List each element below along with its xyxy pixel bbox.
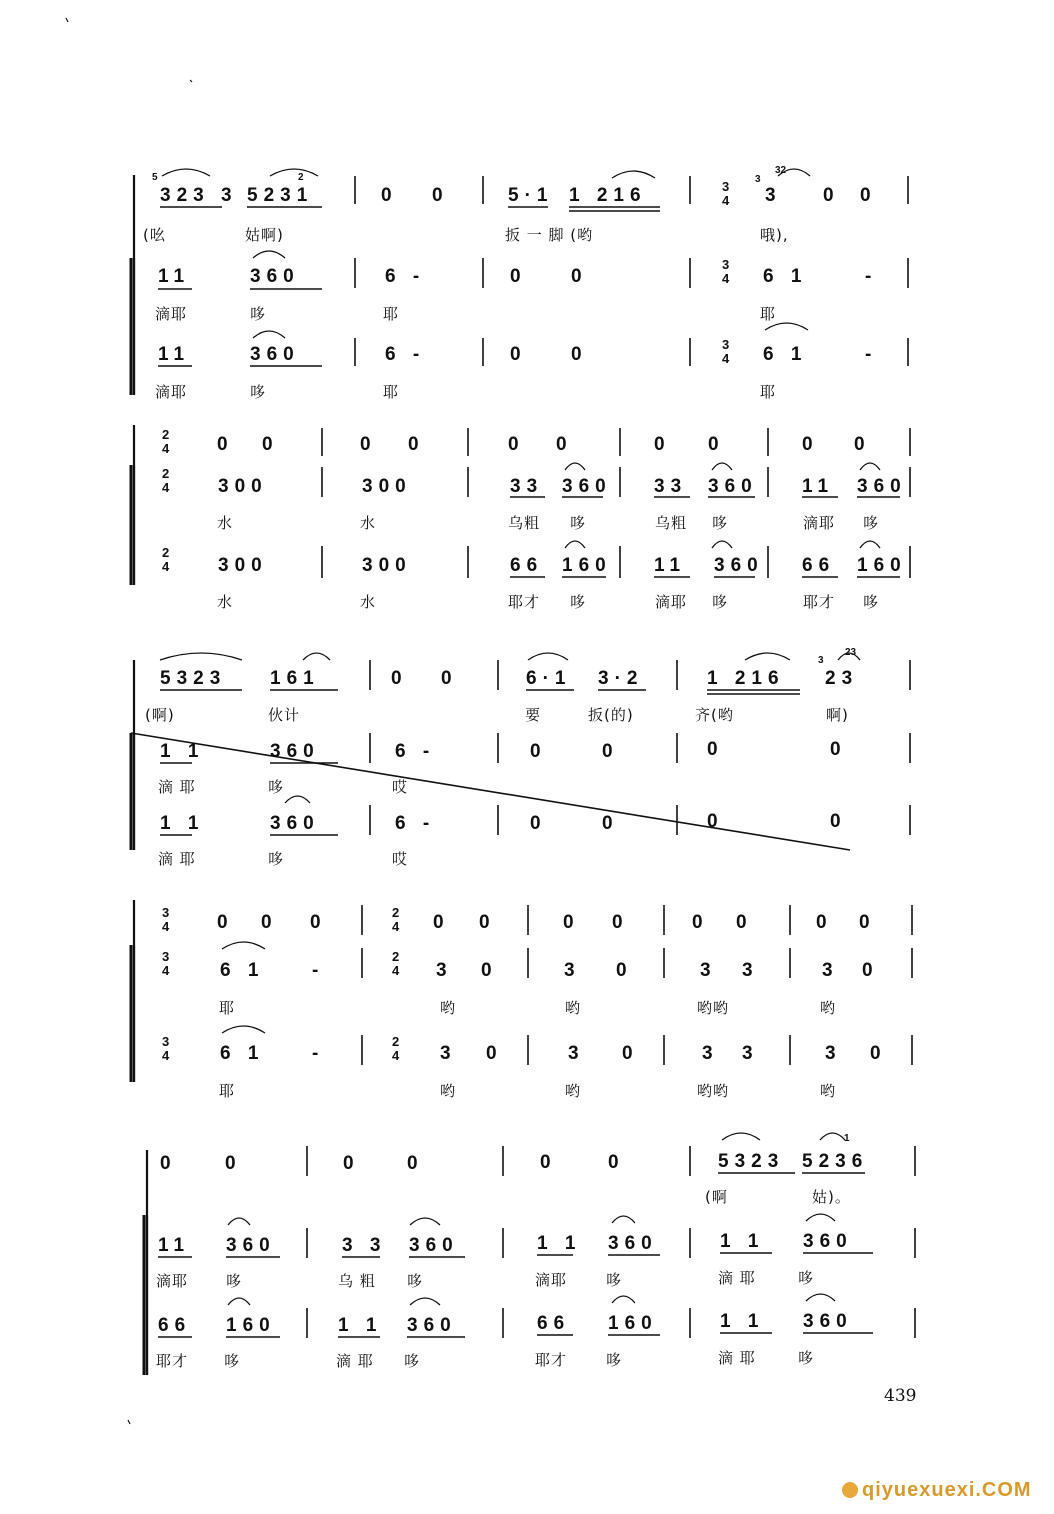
lyric-text: 哆 xyxy=(224,1352,241,1370)
jianpu-notes: 1 1 xyxy=(537,1233,582,1254)
slur-mark xyxy=(806,1214,835,1221)
lyric-text: 滴 耶 xyxy=(718,1349,756,1367)
jianpu-notes: 11 xyxy=(802,476,835,497)
jianpu-notes: 11 xyxy=(158,1235,191,1256)
jianpu-notes: 0 xyxy=(692,912,709,933)
jianpu-notes: 0 xyxy=(540,1152,557,1173)
jianpu-notes: 6 1 xyxy=(763,344,808,365)
lyric-text: 哆 xyxy=(407,1272,424,1290)
slur-mark xyxy=(410,1298,440,1305)
jianpu-notes: 0 xyxy=(441,668,458,689)
lyric-text: 水 xyxy=(360,593,377,611)
lyric-text: 乌 粗 xyxy=(338,1272,376,1290)
slur-mark xyxy=(612,171,655,178)
lyric-text: 哆 xyxy=(570,514,587,532)
jianpu-notes: 0 xyxy=(859,912,876,933)
lyric-text: 哟 xyxy=(820,1082,837,1100)
lyric-text: 哆 xyxy=(863,593,880,611)
lyric-text: 哆 xyxy=(250,383,267,401)
slur-mark xyxy=(253,331,285,338)
jianpu-notes: 0 xyxy=(343,1153,360,1174)
barline xyxy=(190,80,192,82)
lyric-text: 滴 耶 xyxy=(158,850,196,868)
jianpu-notes: 360 xyxy=(803,1231,853,1252)
jianpu-notes: 360 xyxy=(708,476,758,497)
jianpu-notes: 0 xyxy=(479,912,496,933)
jianpu-notes: 0 xyxy=(508,434,525,455)
jianpu-notes: 0 xyxy=(616,960,633,981)
slur-mark xyxy=(303,653,330,660)
jianpu-notes: 6·1 xyxy=(526,668,572,689)
jianpu-notes: 6 1 xyxy=(220,1043,265,1064)
lyric-text: 哟 xyxy=(440,1082,457,1100)
lyric-text: 哆 xyxy=(606,1271,623,1289)
jianpu-notes: 1 1 xyxy=(720,1231,765,1252)
jianpu-notes: - xyxy=(312,1043,325,1064)
lyric-text: 哎 xyxy=(392,850,409,868)
time-signature: 2 4 xyxy=(162,427,170,456)
slur-mark xyxy=(565,463,585,470)
jianpu-notes: 3 xyxy=(568,1043,585,1064)
jianpu-notes: 66 xyxy=(802,555,836,576)
lyric-text: 滴 耶 xyxy=(158,778,196,796)
jianpu-notes: 3·2 xyxy=(598,668,644,689)
jianpu-notes: 0 xyxy=(571,266,588,287)
slur-mark xyxy=(712,541,732,548)
slur-mark xyxy=(860,463,880,470)
barline xyxy=(128,1420,130,1424)
jianpu-notes: 0 xyxy=(707,739,724,760)
lyric-text: 耶 xyxy=(219,999,236,1017)
jianpu-notes: 0 xyxy=(823,185,840,206)
grace-note: 23 xyxy=(845,647,857,658)
jianpu-notes: 360 xyxy=(270,741,320,762)
slur-mark xyxy=(253,251,285,258)
lyric-text: 哟 xyxy=(440,999,457,1017)
lyric-text: 哟 xyxy=(820,999,837,1017)
jianpu-notes: 160 xyxy=(562,555,612,576)
lyric-text: 哟哟 xyxy=(697,999,730,1017)
lyric-text: 耶 xyxy=(760,305,777,323)
lyric-text: 滴耶 xyxy=(155,305,188,323)
jianpu-notes: 0 xyxy=(391,668,408,689)
lyric-text: 哆 xyxy=(798,1349,815,1367)
jianpu-notes: 23 xyxy=(825,668,859,689)
jianpu-notes: 0 xyxy=(381,185,398,206)
slur-mark xyxy=(612,1216,635,1223)
grace-note: 3 xyxy=(755,174,761,185)
jianpu-notes: 360 xyxy=(714,555,764,576)
lyric-text: (吆 xyxy=(143,226,166,244)
jianpu-notes: 0 xyxy=(602,741,619,762)
jianpu-notes: 1 1 xyxy=(720,1311,765,1332)
lyric-text: 扳(的) xyxy=(588,706,634,724)
lyric-text: 哟 xyxy=(565,1082,582,1100)
jianpu-notes: 360 xyxy=(409,1235,459,1256)
slur-mark xyxy=(860,541,880,548)
jianpu-notes: 0 xyxy=(708,434,725,455)
time-signature: 2 4 xyxy=(162,545,170,574)
jianpu-notes: 0 xyxy=(530,741,547,762)
grace-note: 3 xyxy=(818,655,824,666)
lyric-text: 哆 xyxy=(226,1272,243,1290)
jianpu-notes: 0 xyxy=(530,813,547,834)
jianpu-notes: 0 xyxy=(612,912,629,933)
jianpu-notes: 0 xyxy=(571,344,588,365)
time-signature: 2 4 xyxy=(392,905,400,934)
lyric-text: 耶才 xyxy=(535,1351,568,1369)
jianpu-notes: 6 - xyxy=(385,266,426,287)
jianpu-notes: 300 xyxy=(218,555,268,576)
jianpu-notes: 3 xyxy=(700,960,717,981)
time-signature: 2 4 xyxy=(162,466,170,495)
jianpu-notes: 300 xyxy=(362,476,412,497)
jianpu-notes: 0 xyxy=(486,1043,503,1064)
lyric-text: 水 xyxy=(217,514,234,532)
lyric-text: 姑)。 xyxy=(812,1188,851,1206)
slur-mark xyxy=(745,653,790,660)
time-signature: 2 4 xyxy=(392,949,400,978)
jianpu-notes: 1 1 xyxy=(160,813,205,834)
slur-mark xyxy=(222,1026,265,1033)
jianpu-notes: 3 xyxy=(822,960,839,981)
jianpu-notes: 0 xyxy=(510,266,527,287)
jianpu-notes: 0 xyxy=(261,912,278,933)
jianpu-notes: 300 xyxy=(218,476,268,497)
jianpu-notes: 5323 xyxy=(160,668,227,689)
lyric-text: 齐(哟 xyxy=(695,706,734,724)
jianpu-notes: 0 xyxy=(310,912,327,933)
jianpu-notes: 360 xyxy=(608,1233,658,1254)
lyric-text: 乌粗 xyxy=(508,514,541,532)
lyric-text: 乌粗 xyxy=(655,514,688,532)
jianpu-notes: 6 1 xyxy=(220,960,265,981)
lyric-text: 滴耶 xyxy=(155,383,188,401)
grace-note: 1 xyxy=(844,1133,850,1144)
lyric-text: (啊 xyxy=(705,1188,728,1206)
jianpu-notes: 0 xyxy=(707,811,724,832)
time-signature: 3 4 xyxy=(722,337,730,366)
jianpu-notes: 1 216 xyxy=(707,668,785,689)
time-signature: 3 4 xyxy=(722,179,730,208)
lyric-text: 哎 xyxy=(392,778,409,796)
slur-mark xyxy=(228,1218,250,1225)
lyric-text: 扳 一 脚 (哟 xyxy=(505,226,594,244)
jianpu-notes: 0 xyxy=(608,1152,625,1173)
lyric-text: 哟 xyxy=(565,999,582,1017)
slur-mark xyxy=(228,1298,250,1305)
jianpu-notes: 3 xyxy=(436,960,453,981)
slur-mark xyxy=(722,1133,760,1140)
lyric-text: 哆 xyxy=(712,593,729,611)
jianpu-notes: 0 xyxy=(622,1043,639,1064)
lyric-text: 耶才 xyxy=(508,593,541,611)
jianpu-notes: 1 216 xyxy=(569,185,647,206)
jianpu-notes: 0 xyxy=(602,813,619,834)
lyric-text: 耶才 xyxy=(803,593,836,611)
slur-mark xyxy=(565,541,585,548)
lyric-text: 哆 xyxy=(250,305,267,323)
jianpu-notes: 5323 xyxy=(718,1151,785,1172)
lyric-text: 水 xyxy=(217,593,234,611)
time-signature: 3 4 xyxy=(722,257,730,286)
slur-mark xyxy=(528,653,568,660)
lyric-text: 滴耶 xyxy=(655,593,688,611)
lyric-text: 耶 xyxy=(383,305,400,323)
jianpu-notes: - xyxy=(312,960,325,981)
jianpu-notes: 0 xyxy=(830,811,847,832)
slur-mark xyxy=(612,1296,635,1303)
jianpu-notes: 3 3 xyxy=(342,1235,387,1256)
jianpu-notes: 3 xyxy=(564,960,581,981)
jianpu-notes: 0 xyxy=(830,739,847,760)
jianpu-notes: 66 xyxy=(537,1313,571,1334)
grace-note: 2 xyxy=(298,172,304,183)
watermark-icon xyxy=(842,1482,858,1498)
jianpu-notes: 11 xyxy=(654,555,687,576)
jianpu-notes: 0 xyxy=(862,960,879,981)
time-signature: 3 4 xyxy=(162,905,170,934)
jianpu-notes: 0 xyxy=(160,1153,177,1174)
lyric-text: 哆 xyxy=(863,514,880,532)
lyric-text: 伙计 xyxy=(268,706,301,724)
jianpu-notes: 33 xyxy=(510,476,544,497)
jianpu-notes: 0 xyxy=(870,1043,887,1064)
watermark-text: qiyuexuexi.COM xyxy=(862,1479,1032,1501)
slur-mark xyxy=(222,942,265,949)
jianpu-notes: 66 xyxy=(158,1315,192,1336)
lyric-text: 哆 xyxy=(712,514,729,532)
jianpu-notes: 6 - xyxy=(385,344,426,365)
time-signature: 3 4 xyxy=(162,949,170,978)
jianpu-notes: 33 xyxy=(654,476,688,497)
lyric-text: 哆 xyxy=(606,1351,623,1369)
lyric-text: 滴耶 xyxy=(535,1271,568,1289)
jianpu-notes: 360 xyxy=(250,344,300,365)
jianpu-notes: 0 xyxy=(408,434,425,455)
jianpu-notes: 0 xyxy=(563,912,580,933)
jianpu-notes: 360 xyxy=(226,1235,276,1256)
jianpu-notes: 0 xyxy=(225,1153,242,1174)
jianpu-notes: 0 xyxy=(217,434,234,455)
jianpu-notes: 0 xyxy=(433,912,450,933)
jianpu-notes: 0 xyxy=(407,1153,424,1174)
lyric-text: 滴 耶 xyxy=(336,1352,374,1370)
jianpu-notes: 3 xyxy=(742,1043,759,1064)
lyric-text: 姑啊) xyxy=(245,226,284,244)
lyric-text: 哆 xyxy=(570,593,587,611)
grace-note: 32 xyxy=(775,165,787,176)
lyric-text: 哆 xyxy=(798,1269,815,1287)
jianpu-notes: 1 1 xyxy=(338,1315,383,1336)
slur-mark xyxy=(712,463,732,470)
slur-mark xyxy=(806,1294,835,1301)
jianpu-notes: 360 xyxy=(250,266,300,287)
barline xyxy=(131,733,850,850)
barline xyxy=(66,18,68,22)
jianpu-notes: 5236 xyxy=(802,1151,869,1172)
slur-mark xyxy=(820,1133,845,1140)
page-number: 439 xyxy=(884,1386,917,1406)
jianpu-notes: 360 xyxy=(407,1315,457,1336)
jianpu-notes: 6 - xyxy=(395,813,436,834)
jianpu-notes: 3 xyxy=(742,960,759,981)
jianpu-notes: 0 xyxy=(654,434,671,455)
slur-mark xyxy=(410,1218,440,1225)
jianpu-notes: 5231 xyxy=(247,185,314,206)
jianpu-notes: 0 xyxy=(816,912,833,933)
jianpu-notes: 160 xyxy=(857,555,907,576)
jianpu-notes: 360 xyxy=(803,1311,853,1332)
jianpu-notes: 300 xyxy=(362,555,412,576)
jianpu-notes: 0 xyxy=(360,434,377,455)
lyric-text: 滴耶 xyxy=(156,1272,189,1290)
lyric-text: 哆 xyxy=(404,1352,421,1370)
jianpu-notes: 0 xyxy=(556,434,573,455)
jianpu-notes: 360 xyxy=(270,813,320,834)
lyric-text: 耶 xyxy=(219,1082,236,1100)
jianpu-notes: 5·1 xyxy=(508,185,554,206)
jianpu-notes: - xyxy=(865,266,878,287)
lyric-text: 水 xyxy=(360,514,377,532)
jianpu-notes: 360 xyxy=(857,476,907,497)
jianpu-notes: - xyxy=(865,344,878,365)
watermark xyxy=(842,1480,1032,1500)
jianpu-notes: 6 - xyxy=(395,741,436,762)
slur-mark xyxy=(270,169,318,176)
jianpu-notes: 323 3 xyxy=(160,185,238,206)
lyric-text: 要 xyxy=(525,706,542,724)
jianpu-notes: 0 xyxy=(802,434,819,455)
slur-mark xyxy=(285,796,310,803)
lyric-text: 啊) xyxy=(826,706,849,724)
jianpu-notes: 0 xyxy=(432,185,449,206)
jianpu-notes: 3 xyxy=(825,1043,842,1064)
jianpu-notes: 360 xyxy=(562,476,612,497)
grace-note: 5 xyxy=(152,172,158,183)
lyric-text: 耶才 xyxy=(156,1352,189,1370)
jianpu-notes: 160 xyxy=(226,1315,276,1336)
jianpu-notes: 11 xyxy=(158,266,191,287)
time-signature: 2 4 xyxy=(392,1034,400,1063)
lyric-text: 耶 xyxy=(383,383,400,401)
jianpu-notes: 0 xyxy=(262,434,279,455)
jianpu-notes: 0 xyxy=(481,960,498,981)
jianpu-notes: 3 xyxy=(440,1043,457,1064)
jianpu-notes: 161 xyxy=(270,668,320,689)
jianpu-notes: 0 xyxy=(217,912,234,933)
lyric-text: (啊) xyxy=(145,706,175,724)
lyric-text: 哆 xyxy=(268,778,285,796)
lyric-text: 滴 耶 xyxy=(718,1269,756,1287)
jianpu-notes: 1 1 xyxy=(160,741,205,762)
jianpu-notes: 6 1 xyxy=(763,266,808,287)
time-signature: 3 4 xyxy=(162,1034,170,1063)
jianpu-notes: 0 xyxy=(510,344,527,365)
lyric-text: 哦), xyxy=(760,226,789,244)
lyric-text: 耶 xyxy=(760,383,777,401)
jianpu-notes: 160 xyxy=(608,1313,658,1334)
lyric-text: 哟哟 xyxy=(697,1082,730,1100)
jianpu-notes: 11 xyxy=(158,344,191,365)
jianpu-notes: 0 xyxy=(736,912,753,933)
jianpu-notes: 3 xyxy=(702,1043,719,1064)
jianpu-notes: 3 xyxy=(765,185,782,206)
slur-mark xyxy=(160,653,242,660)
slur-mark xyxy=(162,169,210,176)
lyric-text: 滴耶 xyxy=(803,514,836,532)
jianpu-notes: 66 xyxy=(510,555,544,576)
jianpu-notes: 0 xyxy=(860,185,877,206)
jianpu-notes: 0 xyxy=(854,434,871,455)
slur-mark xyxy=(765,323,808,330)
lyric-text: 哆 xyxy=(268,850,285,868)
